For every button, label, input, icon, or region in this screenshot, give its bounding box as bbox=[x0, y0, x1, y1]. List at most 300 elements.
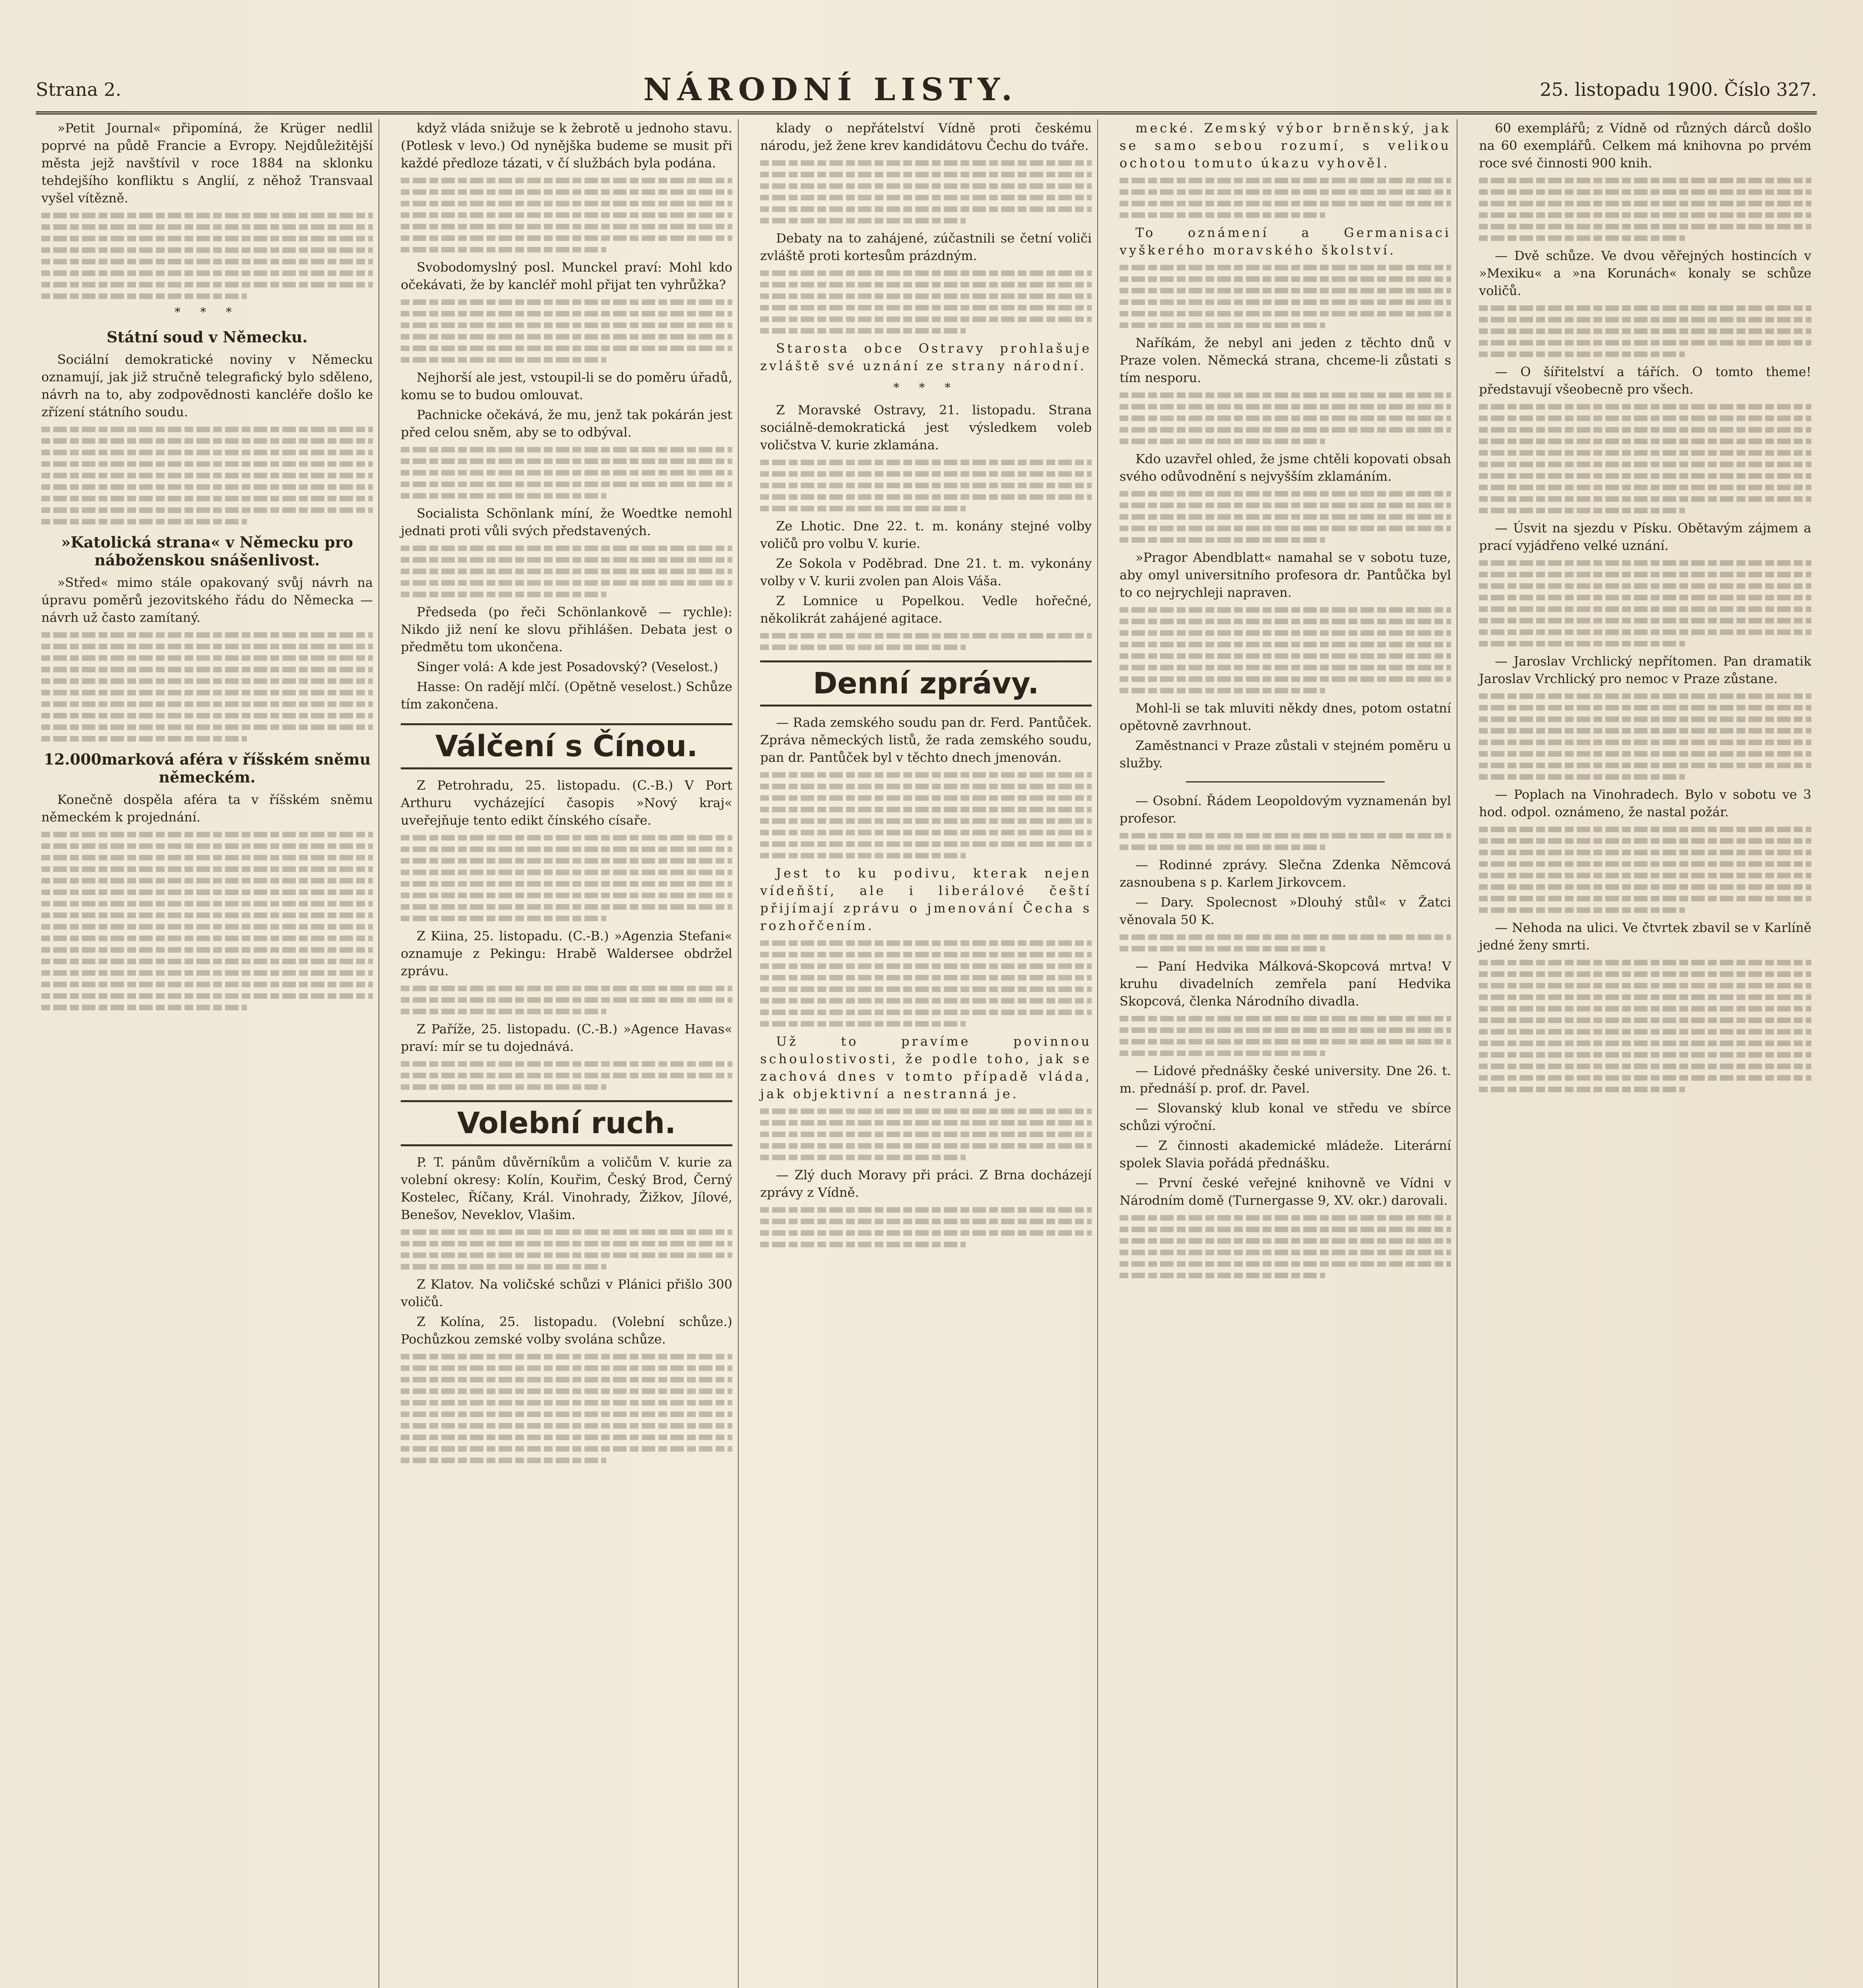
text-line-placeholder bbox=[1120, 526, 1451, 531]
text-line-placeholder bbox=[1120, 833, 1451, 839]
body-text-block bbox=[760, 270, 1092, 334]
text-line-placeholder bbox=[1479, 473, 1811, 479]
text-line-placeholder bbox=[41, 936, 373, 941]
text-line-placeholder bbox=[760, 807, 1092, 812]
news-item: — Z činnosti akademické mládeže. Literární spolek Slavia pořádá přednášku. bbox=[1120, 1138, 1451, 1171]
text-line-placeholder bbox=[1120, 265, 1451, 270]
article-paragraph: Ze Sokola v Poděbrad. Dne 21. t. m. vykonány volby v V. kurii zvolen pan Alois Váša. bbox=[760, 556, 1092, 588]
text-line-placeholder bbox=[401, 835, 732, 841]
body-text-block bbox=[401, 178, 732, 252]
text-line-placeholder bbox=[41, 496, 373, 501]
text-line-placeholder bbox=[41, 947, 373, 953]
text-line-placeholder bbox=[1479, 595, 1811, 600]
text-line-placeholder bbox=[1479, 1041, 1811, 1046]
text-line-placeholder bbox=[401, 1377, 732, 1382]
text-line-placeholder bbox=[760, 975, 1092, 980]
text-line-placeholder bbox=[1120, 630, 1451, 636]
text-line-placeholder bbox=[1479, 1006, 1811, 1011]
body-text-block bbox=[1120, 833, 1451, 850]
section-heading: »Katolická strana« v Německu pro náboženskou snášenlivost. bbox=[61, 533, 353, 569]
text-line-placeholder bbox=[1120, 1250, 1451, 1255]
text-line-placeholder bbox=[401, 178, 732, 183]
news-item: — Úsvit na sjezdu v Písku. Obětavým zájmem a prací vyjádřeno velké uznání. bbox=[1479, 520, 1811, 553]
text-line-placeholder bbox=[1479, 763, 1811, 768]
text-line-placeholder bbox=[1120, 276, 1451, 282]
text-line-placeholder bbox=[1479, 960, 1811, 965]
text-line-placeholder bbox=[401, 299, 732, 305]
text-line-placeholder bbox=[760, 633, 1092, 639]
text-line-placeholder bbox=[1120, 934, 1451, 940]
text-line-placeholder bbox=[1120, 392, 1451, 398]
text-line-placeholder bbox=[1120, 212, 1325, 218]
text-line-placeholder bbox=[401, 334, 732, 340]
article-paragraph: »Pragor Abendblatt« namahal se v sobotu tuze, aby omyl universitního profesora dr. Pantůčka byl to co nejrychleji napraven. bbox=[1120, 550, 1451, 600]
article-paragraph: — Zlý duch Moravy při práci. Z Brna docházejí zprávy z Vídně. bbox=[760, 1167, 1092, 1200]
article-paragraph: Sociální demokratické noviny v Německu oznamují, jak již stručně telegrafický bylo sděleno, návrh na to, aby zodpovědnosti kancléře došlo ke zřízení státního soudu. bbox=[41, 352, 373, 419]
body-text-block bbox=[1479, 404, 1811, 513]
news-item: — První české veřejné knihovně ve Vídni v Národním domě (Turnergasse 9, XV. okr.) darovali. bbox=[1120, 1175, 1451, 1208]
body-text-block bbox=[401, 1061, 732, 1090]
text-line-placeholder bbox=[1479, 693, 1811, 699]
text-line-placeholder bbox=[1479, 705, 1811, 711]
text-line-placeholder bbox=[1479, 485, 1811, 490]
body-text-block bbox=[401, 1229, 732, 1270]
text-line-placeholder bbox=[41, 866, 373, 872]
text-line-placeholder bbox=[760, 195, 1092, 200]
column-5 bbox=[1473, 119, 1817, 1988]
article-paragraph: Hasse: On radějí mlčí. (Opětně veselost.) Schůze tím zakončena. bbox=[401, 679, 732, 712]
text-line-placeholder bbox=[41, 438, 373, 444]
article-paragraph: P. T. pánům důvěrníkům a voličům V. kurie za volební okresy: Kolín, Kouřim, Český Brod, Černý Kostelec, Říčany, Král. Vinohrady, Žižkov, Jílové, Benešov, Neveklov, Vlašim. bbox=[401, 1155, 732, 1222]
text-line-placeholder bbox=[401, 986, 732, 991]
text-line-placeholder bbox=[1120, 201, 1451, 206]
news-item: — Paní Hedvika Málková-Skopcová mrtva! V kruhu divadelních zemřela paní Hedvika Skopcová, členka Národního divadla. bbox=[1120, 959, 1451, 1009]
text-line-placeholder bbox=[41, 259, 373, 264]
text-line-placeholder bbox=[401, 1061, 732, 1067]
body-text-block bbox=[760, 1109, 1092, 1160]
text-line-placeholder bbox=[760, 494, 1092, 500]
article-paragraph: Starosta obce Ostravy prohlašuje zvláště své uznání ze strany národní. bbox=[760, 341, 1092, 373]
text-line-placeholder bbox=[1479, 235, 1685, 241]
text-line-placeholder bbox=[1120, 311, 1451, 316]
body-text-block bbox=[1120, 178, 1451, 218]
text-line-placeholder bbox=[1479, 508, 1685, 513]
text-line-placeholder bbox=[41, 473, 373, 478]
text-line-placeholder bbox=[760, 1120, 1092, 1126]
body-text-block bbox=[760, 160, 1092, 223]
article-paragraph: Z Lomnice u Popelkou. Vedle hořečné, několikrát zahájené agitace. bbox=[760, 593, 1092, 626]
text-line-placeholder bbox=[401, 557, 732, 563]
body-text-block bbox=[1120, 607, 1451, 693]
article-paragraph: Pachnicke očekává, že mu, jenž tak pokárán jest před celou sněm, aby se to odbýval. bbox=[401, 407, 732, 440]
text-line-placeholder bbox=[1120, 178, 1451, 183]
text-line-placeholder bbox=[41, 427, 373, 432]
text-line-placeholder bbox=[1479, 328, 1811, 334]
text-line-placeholder bbox=[1479, 189, 1811, 195]
text-line-placeholder bbox=[41, 924, 373, 930]
body-text-block bbox=[1120, 491, 1451, 543]
article-paragraph: klady o nepřátelství Vídně proti českému národu, jež žene krev kandidátovu Čechu do tváře. bbox=[760, 120, 1092, 153]
news-item: — Dvě schůze. Ve dvou věřejných hostincích v »Mexiku« a »na Korunách« konaly se schůze voličů. bbox=[1479, 248, 1811, 298]
text-line-placeholder bbox=[760, 506, 966, 511]
text-line-placeholder bbox=[1479, 224, 1811, 229]
article-paragraph: Naříkám, že nebyl ani jeden z těchto dnů v Praze volen. Německá strana, chceme-li zůstati s tím nesporu. bbox=[1120, 335, 1451, 385]
text-line-placeholder bbox=[1120, 1238, 1451, 1244]
text-line-placeholder bbox=[1120, 1261, 1451, 1267]
text-line-placeholder bbox=[1479, 404, 1811, 410]
article-paragraph: To oznámení a Germanisaci vyškerého moravského školství. bbox=[1120, 225, 1451, 258]
text-line-placeholder bbox=[41, 519, 247, 524]
text-line-placeholder bbox=[1120, 503, 1451, 508]
text-line-placeholder bbox=[1120, 299, 1451, 305]
text-line-placeholder bbox=[760, 830, 1092, 835]
text-line-placeholder bbox=[1120, 619, 1451, 624]
text-line-placeholder bbox=[760, 1109, 1092, 1114]
text-line-placeholder bbox=[1120, 946, 1325, 951]
text-line-placeholder bbox=[401, 1084, 606, 1090]
text-line-placeholder bbox=[1479, 751, 1811, 757]
text-line-placeholder bbox=[401, 1411, 732, 1417]
text-line-placeholder bbox=[401, 569, 732, 574]
text-line-placeholder bbox=[41, 690, 373, 695]
text-line-placeholder bbox=[1479, 907, 1685, 913]
text-line-placeholder bbox=[401, 1009, 606, 1014]
text-line-placeholder bbox=[1479, 1029, 1811, 1035]
article-paragraph: Z Moravské Ostravy, 21. listopadu. Strana sociálně-demokratická jest výsledkem voleb voličstva V. kurie zklamána. bbox=[760, 402, 1092, 452]
news-item: — Rodinné zprávy. Slečna Zdenka Němcová zasnoubena s p. Karlem Jirkovcem. bbox=[1120, 857, 1451, 890]
text-line-placeholder bbox=[760, 172, 1092, 177]
body-text-block bbox=[1479, 827, 1811, 913]
text-line-placeholder bbox=[760, 1143, 1092, 1149]
text-line-placeholder bbox=[760, 328, 966, 334]
text-line-placeholder bbox=[1479, 340, 1811, 346]
text-line-placeholder bbox=[1120, 1227, 1451, 1232]
text-line-placeholder bbox=[1479, 838, 1811, 844]
text-line-placeholder bbox=[1479, 728, 1811, 734]
masthead bbox=[36, 68, 1817, 115]
text-line-placeholder bbox=[1479, 439, 1811, 444]
news-item: — Dary. Spolecnost »Dlouhý stůl« v Žatci věnovala 50 K. bbox=[1120, 895, 1451, 927]
text-line-placeholder bbox=[1120, 189, 1451, 195]
text-line-placeholder bbox=[1120, 1027, 1451, 1033]
text-line-placeholder bbox=[41, 993, 373, 999]
text-line-placeholder bbox=[760, 206, 1092, 212]
column-4 bbox=[1114, 119, 1457, 1988]
text-line-placeholder bbox=[760, 998, 1092, 1004]
body-text-block bbox=[1120, 934, 1451, 951]
body-text-block bbox=[1120, 392, 1451, 444]
text-line-placeholder bbox=[41, 889, 373, 895]
article-paragraph: Svobodomyslný posl. Munckel praví: Mohl kdo očekávati, že by kancléř mohl přijat ten vyhrůžka? bbox=[401, 260, 732, 292]
text-line-placeholder bbox=[760, 645, 966, 650]
text-line-placeholder bbox=[1120, 322, 1325, 328]
text-line-placeholder bbox=[401, 189, 732, 195]
text-line-placeholder bbox=[41, 270, 373, 276]
text-line-placeholder bbox=[1120, 845, 1325, 850]
article-paragraph: když vláda snižuje se k žebrotě u jednoho stavu. (Potlesk v levo.) Od nynějška budeme se musit při každé předloze tázati, v čí službách byla podána. bbox=[401, 120, 732, 171]
article-paragraph: Z Kolína, 25. listopadu. (Volební schůze.) Pochůzkou zemské volby svolána schůze. bbox=[401, 1314, 732, 1347]
text-line-placeholder bbox=[1479, 178, 1811, 183]
text-line-placeholder bbox=[1120, 404, 1451, 410]
text-line-placeholder bbox=[760, 952, 1092, 957]
news-item: — Jaroslav Vrchlický nepřítomen. Pan dramatik Jaroslav Vrchlický pro nemoc v Praze zůstane. bbox=[1479, 654, 1811, 686]
text-line-placeholder bbox=[401, 1435, 732, 1440]
body-text-block bbox=[760, 772, 1092, 858]
text-line-placeholder bbox=[401, 247, 606, 252]
text-line-placeholder bbox=[401, 1446, 732, 1452]
text-line-placeholder bbox=[401, 997, 732, 1003]
separator: * * * bbox=[174, 305, 240, 319]
text-line-placeholder bbox=[41, 843, 373, 849]
text-line-placeholder bbox=[1479, 427, 1811, 433]
text-line-placeholder bbox=[41, 1005, 247, 1010]
text-line-placeholder bbox=[1479, 983, 1811, 988]
text-line-placeholder bbox=[41, 450, 373, 455]
text-line-placeholder bbox=[1479, 740, 1811, 745]
article-paragraph: Z Klatov. Na voličské schůzi v Plánici přišlo 300 voličů. bbox=[401, 1277, 732, 1309]
text-line-placeholder bbox=[41, 832, 373, 837]
text-line-placeholder bbox=[41, 982, 373, 987]
text-line-placeholder bbox=[1120, 688, 1325, 693]
text-line-placeholder bbox=[41, 678, 373, 684]
text-line-placeholder bbox=[41, 247, 373, 253]
text-line-placeholder bbox=[401, 357, 606, 363]
text-line-placeholder bbox=[41, 213, 373, 218]
article-paragraph: Z Kiina, 25. listopadu. (C.-B.) »Agenzia Stefani« oznamuje z Pekingu: Hrabě Waldersee obdržel zprávu. bbox=[401, 928, 732, 978]
news-item: — Slovanský klub konal ve středu ve sbírce schůzi výroční. bbox=[1120, 1101, 1451, 1133]
article-paragraph: Jest to ku podivu, kterak nejen vídeňští, ale i liberálové čeští přijímají zprávu o jmenování Čecha s rozhořčením. bbox=[760, 866, 1092, 933]
body-text-block bbox=[760, 460, 1092, 511]
text-line-placeholder bbox=[1479, 861, 1811, 867]
text-line-placeholder bbox=[1479, 351, 1685, 357]
text-line-placeholder bbox=[1479, 1075, 1811, 1081]
article-paragraph: 60 exemplářů; z Vídně od různých dárců došlo na 60 exemplářů. Celkem má knihovna po prvém roce své činnosti 900 knih. bbox=[1479, 120, 1811, 171]
text-line-placeholder bbox=[1479, 560, 1811, 566]
text-line-placeholder bbox=[1120, 491, 1451, 497]
body-text-block bbox=[1479, 305, 1811, 357]
text-line-placeholder bbox=[41, 484, 373, 490]
section-heading: Státní soud v Německu. bbox=[107, 328, 308, 346]
text-line-placeholder bbox=[401, 201, 732, 206]
text-line-placeholder bbox=[41, 655, 373, 661]
text-line-placeholder bbox=[1479, 462, 1811, 467]
article-paragraph: Zaměstnanci v Praze zůstali v stejném poměru u služby. bbox=[1120, 738, 1451, 771]
text-line-placeholder bbox=[41, 736, 247, 742]
body-text-block bbox=[41, 832, 373, 1010]
text-line-placeholder bbox=[760, 940, 1092, 946]
text-line-placeholder bbox=[1120, 537, 1325, 543]
text-line-placeholder bbox=[1479, 201, 1811, 206]
text-line-placeholder bbox=[760, 293, 1092, 299]
text-line-placeholder bbox=[1120, 642, 1451, 647]
text-line-placeholder bbox=[1479, 884, 1811, 890]
article-paragraph: — Rada zemského soudu pan dr. Ferd. Pantůček. Zpráva německých listů, že rada zemského soudu, pan dr. Pantůček byl v těchto dnech jmenován. bbox=[760, 715, 1092, 765]
text-line-placeholder bbox=[401, 224, 732, 229]
text-line-placeholder bbox=[401, 1400, 732, 1406]
text-line-placeholder bbox=[41, 632, 373, 638]
text-line-placeholder bbox=[401, 1365, 732, 1371]
article-paragraph: Konečně dospěla aféra ta v říšském sněmu německém k projednání. bbox=[41, 792, 373, 825]
text-line-placeholder bbox=[401, 481, 732, 487]
text-line-placeholder bbox=[41, 901, 373, 907]
text-line-placeholder bbox=[1479, 641, 1685, 646]
text-line-placeholder bbox=[760, 1132, 1092, 1137]
text-line-placeholder bbox=[760, 772, 1092, 778]
text-line-placeholder bbox=[401, 311, 732, 316]
text-line-placeholder bbox=[1120, 665, 1451, 670]
text-line-placeholder bbox=[41, 724, 373, 730]
text-line-placeholder bbox=[1479, 583, 1811, 589]
text-line-placeholder bbox=[1120, 607, 1451, 613]
section-title-elections: Volební ruch. bbox=[401, 1100, 732, 1146]
text-line-placeholder bbox=[401, 870, 732, 875]
text-line-placeholder bbox=[41, 507, 373, 513]
divider bbox=[1186, 781, 1385, 782]
body-text-block bbox=[1479, 960, 1811, 1092]
text-line-placeholder bbox=[401, 1458, 606, 1463]
text-line-placeholder bbox=[41, 855, 373, 860]
body-text-block bbox=[1120, 1016, 1451, 1056]
text-line-placeholder bbox=[1479, 496, 1811, 502]
text-line-placeholder bbox=[760, 1207, 1092, 1213]
article-paragraph: »Střed« mimo stále opakovaný svůj návrh na úpravu poměrů jezovitského řádu do Německa — návrh už často zamítaný. bbox=[41, 575, 373, 625]
text-line-placeholder bbox=[41, 224, 373, 230]
text-line-placeholder bbox=[1120, 1016, 1451, 1021]
text-line-placeholder bbox=[760, 316, 1092, 322]
text-line-placeholder bbox=[760, 841, 1092, 847]
body-text-block bbox=[41, 213, 373, 299]
text-line-placeholder bbox=[401, 916, 606, 921]
text-line-placeholder bbox=[401, 846, 732, 852]
text-line-placeholder bbox=[1120, 1273, 1325, 1278]
text-line-placeholder bbox=[760, 1010, 1092, 1015]
text-line-placeholder bbox=[760, 471, 1092, 477]
body-text-block bbox=[1120, 1215, 1451, 1278]
text-line-placeholder bbox=[41, 701, 373, 707]
text-line-placeholder bbox=[401, 893, 732, 898]
text-line-placeholder bbox=[41, 912, 373, 918]
text-line-placeholder bbox=[401, 1264, 606, 1270]
text-line-placeholder bbox=[760, 853, 966, 858]
text-line-placeholder bbox=[1479, 317, 1811, 322]
column-1 bbox=[36, 119, 379, 1988]
news-item: — Osobní. Řádem Leopoldovým vyznamenán byl profesor. bbox=[1120, 793, 1451, 826]
text-line-placeholder bbox=[1479, 305, 1811, 311]
article-paragraph: Z Paříže, 25. listopadu. (C.-B.) »Agence Havas« praví: mír se tu dojednává. bbox=[401, 1021, 732, 1054]
article-columns bbox=[36, 119, 1817, 1988]
text-line-placeholder bbox=[1120, 676, 1451, 682]
text-line-placeholder bbox=[1479, 618, 1811, 623]
text-line-placeholder bbox=[1479, 1052, 1811, 1058]
section-heading: 12.000marková aféra v říšském sněmu německém. bbox=[43, 750, 371, 786]
text-line-placeholder bbox=[401, 546, 732, 551]
article-paragraph: »Petit Journal« připomíná, že Krüger nedlil poprvé na půdě Francie a Evropy. Nejdůležitější města jejž navštívil v roce 1884 na sklonku tehdejšího konfliktu s Anglií, z něhož Transvaal vyšel vítězně. bbox=[41, 120, 373, 206]
column-2 bbox=[395, 119, 739, 1988]
text-line-placeholder bbox=[401, 592, 606, 597]
text-line-placeholder bbox=[1120, 415, 1451, 421]
body-text-block bbox=[1120, 265, 1451, 328]
article-paragraph: Z Petrohradu, 25. listopadu. (C.-B.) V Port Arthuru vycházející časopis »Nový kraj« uveřejňuje tento edikt čínského císaře. bbox=[401, 778, 732, 828]
text-line-placeholder bbox=[1479, 606, 1811, 612]
text-line-placeholder bbox=[401, 881, 732, 887]
body-text-block bbox=[760, 633, 1092, 650]
text-line-placeholder bbox=[401, 1354, 732, 1359]
text-line-placeholder bbox=[760, 1242, 966, 1247]
text-line-placeholder bbox=[401, 346, 732, 351]
text-line-placeholder bbox=[760, 1230, 1092, 1236]
text-line-placeholder bbox=[401, 1073, 732, 1078]
text-line-placeholder bbox=[1479, 716, 1811, 722]
text-line-placeholder bbox=[41, 236, 373, 241]
text-line-placeholder bbox=[1479, 774, 1685, 780]
text-line-placeholder bbox=[1120, 427, 1451, 433]
article-paragraph: Mohl-li se tak mluviti někdy dnes, potom ostatní opětovně zavrhnout. bbox=[1120, 701, 1451, 733]
text-line-placeholder bbox=[1120, 514, 1451, 520]
text-line-placeholder bbox=[1479, 1017, 1811, 1023]
text-line-placeholder bbox=[760, 1219, 1092, 1224]
body-text-block bbox=[1479, 560, 1811, 646]
text-line-placeholder bbox=[401, 1241, 732, 1246]
text-line-placeholder bbox=[41, 713, 373, 718]
page-number: Strana 2. bbox=[36, 79, 121, 100]
text-line-placeholder bbox=[1479, 415, 1811, 421]
text-line-placeholder bbox=[760, 218, 966, 223]
text-line-placeholder bbox=[401, 1252, 732, 1258]
news-item: — Lidové přednášky české university. Dne 26. t. m. přednáší p. prof. dr. Pavel. bbox=[1120, 1063, 1451, 1096]
article-paragraph: Nejhorší ale jest, vstoupil-li se do poměru úřadů, komu se to budou omlouvat. bbox=[401, 370, 732, 402]
text-line-placeholder bbox=[760, 784, 1092, 789]
news-item: — O šířitelství a tářích. O tomto theme! představují všeobecně pro všech. bbox=[1479, 364, 1811, 397]
text-line-placeholder bbox=[41, 667, 373, 672]
news-item: — Nehoda na ulici. Ve čtvrtek zbavil se v Karlíně jedné ženy smrti. bbox=[1479, 920, 1811, 953]
text-line-placeholder bbox=[1479, 1087, 1685, 1092]
section-title-news: Denní zprávy. bbox=[760, 660, 1092, 707]
text-line-placeholder bbox=[401, 470, 732, 476]
text-line-placeholder bbox=[41, 461, 373, 467]
text-line-placeholder bbox=[401, 235, 732, 241]
text-line-placeholder bbox=[1479, 850, 1811, 855]
text-line-placeholder bbox=[401, 904, 732, 910]
text-line-placeholder bbox=[41, 293, 247, 299]
separator: * * * bbox=[893, 381, 959, 395]
article-paragraph: Kdo uzavřel ohled, že jsme chtěli kopovati obsah svého odůvodnění s nejvyšším zklamáním. bbox=[1120, 451, 1451, 484]
text-line-placeholder bbox=[1120, 1039, 1451, 1044]
newspaper-title: NÁRODNÍ LISTY. bbox=[643, 71, 1018, 108]
text-line-placeholder bbox=[41, 970, 373, 976]
text-line-placeholder bbox=[760, 183, 1092, 189]
text-line-placeholder bbox=[1479, 629, 1811, 635]
column-3 bbox=[755, 119, 1098, 1988]
text-line-placeholder bbox=[401, 458, 732, 464]
text-line-placeholder bbox=[760, 270, 1092, 276]
text-line-placeholder bbox=[1479, 971, 1811, 977]
text-line-placeholder bbox=[1120, 1215, 1451, 1221]
text-line-placeholder bbox=[1120, 288, 1451, 293]
text-line-placeholder bbox=[760, 963, 1092, 969]
text-line-placeholder bbox=[760, 1021, 966, 1027]
article-paragraph: Ze Lhotic. Dne 22. t. m. konány stejné volby voličů pro volbu V. kurie. bbox=[760, 518, 1092, 551]
article-paragraph: mecké. Zemský výbor brněnský, jak se samo sebou rozumí, s velikou ochotou tomuto úkazu vyhověl. bbox=[1120, 120, 1451, 171]
text-line-placeholder bbox=[1479, 896, 1811, 901]
text-line-placeholder bbox=[1479, 873, 1811, 878]
text-line-placeholder bbox=[760, 305, 1092, 311]
article-paragraph: Singer volá: A kde jest Posadovský? (Veselost.) bbox=[417, 659, 718, 674]
text-line-placeholder bbox=[41, 644, 373, 649]
text-line-placeholder bbox=[760, 483, 1092, 488]
body-text-block bbox=[1479, 693, 1811, 780]
body-text-block bbox=[401, 299, 732, 363]
text-line-placeholder bbox=[401, 493, 606, 499]
